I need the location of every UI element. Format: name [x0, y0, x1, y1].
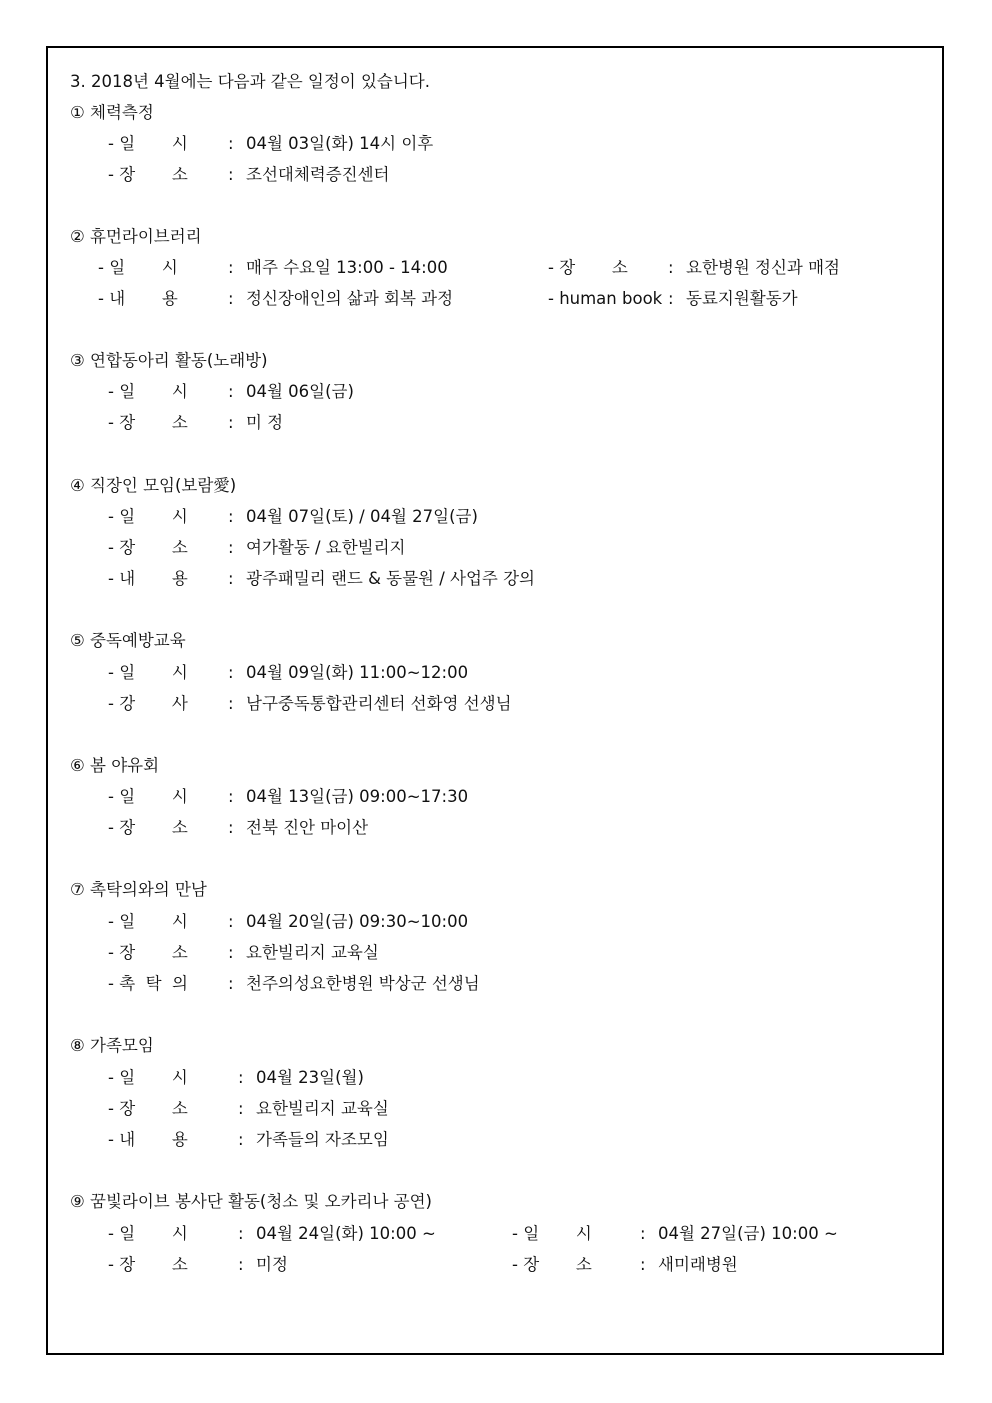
row-colon: :	[668, 289, 674, 308]
row-value: 광주패밀리 랜드 & 동물원 / 사업주 강의	[246, 569, 535, 588]
section-heading: ⑥ 봄 야유회	[70, 756, 160, 775]
row-label: - 장 소	[108, 818, 188, 837]
row-label: - 일 시	[108, 1068, 188, 1087]
row-colon: :	[228, 134, 234, 153]
row-value: 04월 23일(월)	[256, 1068, 364, 1087]
row-value: 가족들의 자조모임	[256, 1130, 389, 1149]
row-label: - 장 소	[108, 1255, 188, 1274]
row-colon: :	[228, 694, 234, 713]
row-colon: :	[238, 1130, 244, 1149]
row-label: - 일 시	[98, 258, 178, 277]
row-label: - 장 소	[108, 165, 188, 184]
row-label: - 장 소	[108, 413, 188, 432]
row-colon: :	[238, 1224, 244, 1243]
row-value-2: 요한병원 정신과 매점	[686, 258, 840, 277]
row-colon: :	[228, 538, 234, 557]
row-label-2: - 장 소	[512, 1255, 592, 1274]
row-colon: :	[228, 413, 234, 432]
section-heading: ⑨ 꿈빛라이브 봉사단 활동(청소 및 오카리나 공연)	[70, 1192, 432, 1211]
section-heading: ② 휴먼라이브러리	[70, 227, 202, 246]
section-heading: ① 체력측정	[70, 103, 154, 122]
section-heading: ⑤ 중독예방교육	[70, 631, 186, 650]
row-value: 04월 13일(금) 09:00~17:30	[246, 787, 469, 806]
row-label: - 장 소	[108, 1099, 188, 1118]
row-label: - 일 시	[108, 507, 188, 526]
row-value: 매주 수요일 13:00 - 14:00	[246, 258, 448, 277]
row-label: - 내 용	[98, 289, 178, 308]
row-value-2: 04월 27일(금) 10:00 ~	[658, 1224, 838, 1243]
section-heading: ⑦ 촉탁의와의 만남	[70, 880, 207, 899]
row-value-2: 동료지원활동가	[686, 289, 798, 308]
row-value: 04월 24일(화) 10:00 ~	[256, 1224, 436, 1243]
row-value: 04월 06일(금)	[246, 382, 354, 401]
row-value: 04월 09일(화) 11:00~12:00	[246, 663, 469, 682]
row-value: 여가활동 / 요한빌리지	[246, 538, 406, 557]
row-colon: :	[228, 974, 234, 993]
row-label: - 내 용	[108, 1130, 188, 1149]
row-colon: :	[238, 1255, 244, 1274]
row-colon: :	[228, 787, 234, 806]
row-value: 천주의성요한병원 박상군 선생님	[246, 974, 480, 993]
row-value: 남구중독통합관리센터 선화영 선생님	[246, 694, 512, 713]
row-colon: :	[238, 1099, 244, 1118]
section-heading: ④ 직장인 모임(보람愛)	[70, 476, 237, 495]
row-label: - 장 소	[108, 538, 188, 557]
section-heading: ③ 연합동아리 활동(노래방)	[70, 351, 268, 370]
row-label: - 촉 탁 의	[108, 974, 188, 993]
row-label-2: - human book	[548, 289, 663, 308]
row-label: - 일 시	[108, 134, 188, 153]
row-colon: :	[238, 1068, 244, 1087]
row-colon: :	[228, 912, 234, 931]
row-label-2: - 장 소	[548, 258, 628, 277]
row-label: - 내 용	[108, 569, 188, 588]
row-value: 04월 07일(토) / 04월 27일(금)	[246, 507, 478, 526]
row-value: 미정	[256, 1255, 288, 1274]
row-colon: :	[228, 165, 234, 184]
row-label: - 장 소	[108, 943, 188, 962]
row-colon: :	[668, 258, 674, 277]
row-label: - 일 시	[108, 787, 188, 806]
row-label: - 일 시	[108, 663, 188, 682]
row-colon: :	[228, 569, 234, 588]
intro-text: 3. 2018년 4월에는 다음과 같은 일정이 있습니다.	[70, 72, 430, 91]
row-label-2: - 일 시	[512, 1224, 592, 1243]
row-colon: :	[228, 258, 234, 277]
row-value: 04월 20일(금) 09:30~10:00	[246, 912, 469, 931]
row-value: 전북 진안 마이산	[246, 818, 369, 837]
row-colon: :	[228, 507, 234, 526]
row-colon: :	[640, 1255, 646, 1274]
row-value: 정신장애인의 삶과 회복 과정	[246, 289, 454, 308]
row-colon: :	[228, 382, 234, 401]
row-value: 요한빌리지 교육실	[246, 943, 379, 962]
row-value: 요한빌리지 교육실	[256, 1099, 389, 1118]
row-colon: :	[228, 289, 234, 308]
row-label: - 일 시	[108, 1224, 188, 1243]
row-value: 미 정	[246, 413, 284, 432]
row-label: - 강 사	[108, 694, 188, 713]
row-value-2: 새미래병원	[658, 1255, 738, 1274]
row-colon: :	[228, 818, 234, 837]
section-heading: ⑧ 가족모임	[70, 1036, 154, 1055]
row-label: - 일 시	[108, 912, 188, 931]
row-value: 조선대체력증진센터	[246, 165, 390, 184]
row-colon: :	[228, 663, 234, 682]
row-label: - 일 시	[108, 382, 188, 401]
row-value: 04월 03일(화) 14시 이후	[246, 134, 434, 153]
row-colon: :	[228, 943, 234, 962]
row-colon: :	[640, 1224, 646, 1243]
